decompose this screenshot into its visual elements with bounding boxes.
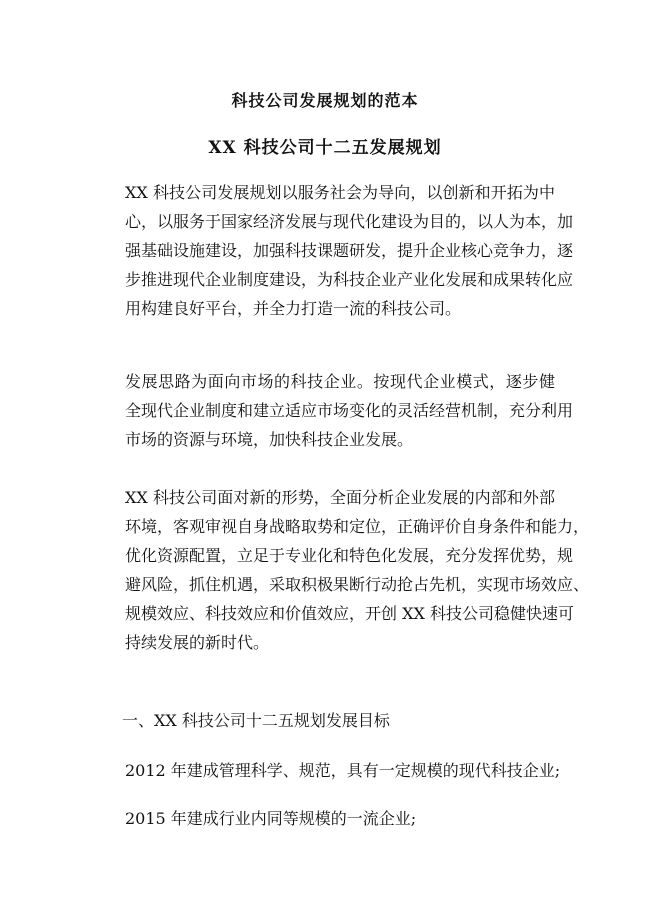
document-subtitle: XX 科技公司十二五发展规划 bbox=[208, 138, 442, 158]
paragraph-line: XX 科技公司发展规划以服务社会为导向，以创新和开拓为中 bbox=[125, 183, 555, 202]
paragraph-line: 强基础设施建设，加强科技课题研发，提升企业核心竞争力，逐 bbox=[125, 241, 574, 260]
goal-item-2012: 2012 年建成管理科学、规范，具有一定规模的现代科技企业; bbox=[125, 761, 561, 780]
paragraph-line: 优化资源配置，立足于专业化和特色化发展，充分发挥优势，规 bbox=[125, 546, 574, 565]
paragraph-line: XX 科技公司面对新的形势，全面分析企业发展的内部和外部 bbox=[125, 488, 555, 507]
paragraph-intro bbox=[125, 178, 574, 323]
paragraph-line: 避风险，抓住机遇，采取积极果断行动抢占先机，实现市场效应、 bbox=[125, 575, 590, 594]
paragraph-line: 全现代企业制度和建立适应市场变化的灵活经营机制，充分利用 bbox=[125, 401, 574, 420]
paragraph-line: 用构建良好平台，并全力打造一流的科技公司。 bbox=[125, 299, 462, 318]
paragraph-line: 心，以服务于国家经济发展与现代化建设为目的，以人为本，加 bbox=[125, 212, 574, 231]
paragraph-line: 发展思路为面向市场的科技企业。按现代企业模式，逐步健 bbox=[125, 372, 555, 391]
paragraph-line: 环境，客观审视自身战略取势和定位，正确评价自身条件和能力， bbox=[125, 517, 590, 536]
paragraph-line: 持续发展的新时代。 bbox=[125, 633, 270, 652]
paragraph-line: 步推进现代企业制度建设，为科技企业产业化发展和成果转化应 bbox=[125, 270, 574, 289]
goal-item-2015: 2015 年建成行业内同等规模的一流企业; bbox=[125, 809, 417, 828]
paragraph-line: 市场的资源与环境，加快科技企业发展。 bbox=[125, 430, 414, 449]
document-title: 科技公司发展规划的范本 bbox=[231, 91, 419, 110]
paragraph-strategy bbox=[125, 367, 574, 454]
paragraph-situation bbox=[125, 483, 590, 657]
section-heading-goals: 一、XX 科技公司十二五规划发展目标 bbox=[122, 711, 390, 730]
paragraph-line: 规模效应、科技效应和价值效应，开创 XX 科技公司稳健快速可 bbox=[125, 604, 574, 623]
